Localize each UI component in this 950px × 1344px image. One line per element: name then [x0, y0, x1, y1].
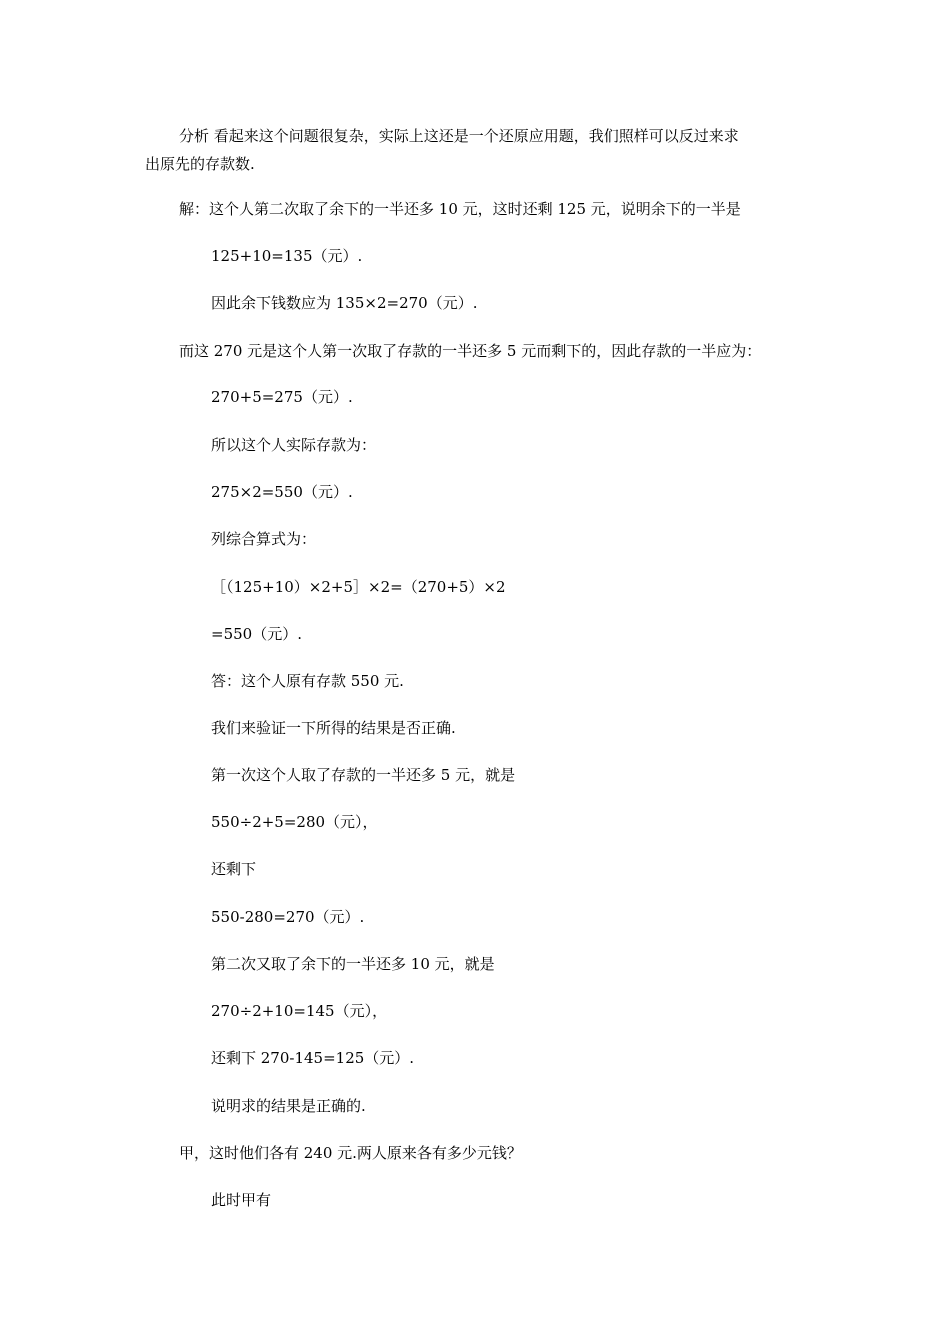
equation-line: =550（元）. [211, 625, 302, 643]
text-line: 所以这个人实际存款为： [211, 436, 377, 454]
text-line: 第一次这个人取了存款的一半还多 5 元，就是 [211, 766, 516, 784]
equation-line: 550÷2+5=280（元）， [211, 813, 378, 831]
problem-line: 甲，这时他们各有 240 元.两人原来各有多少元钱？ [179, 1144, 522, 1162]
equation-line: 还剩下 270-145=125（元）. [211, 1049, 415, 1067]
answer-line: 答：这个人原有存款 550 元. [211, 672, 404, 690]
text-line: 因此余下钱数应为 135×2=270（元）. [211, 294, 478, 312]
text-line: 我们来验证一下所得的结果是否正确. [211, 719, 456, 737]
text-line: 第二次又取了余下的一半还多 10 元，就是 [211, 955, 495, 973]
text-line: 还剩下 [211, 860, 257, 878]
equation-line: 270÷2+10=145（元）， [211, 1002, 388, 1020]
solution-line: 解：这个人第二次取了余下的一半还多 10 元，这时还剩 125 元，说明余下的一半是 [179, 200, 741, 218]
equation-line: 275×2=550（元）. [211, 483, 353, 501]
equation-line: 550-280=270（元）. [211, 908, 365, 926]
equation-line: ［（125+10）×2+5］×2=（270+5）×2 [211, 578, 506, 596]
text-line: 列综合算式为： [211, 530, 317, 548]
analysis-line-2: 出原先的存款数. [145, 155, 255, 173]
equation-line: 125+10=135（元）. [211, 247, 363, 265]
text-line: 而这 270 元是这个人第一次取了存款的一半还多 5 元而剩下的，因此存款的一半应为： [179, 342, 762, 360]
text-line: 此时甲有 [211, 1191, 272, 1209]
equation-line: 270+5=275（元）. [211, 388, 353, 406]
text-line: 说明求的结果是正确的. [211, 1097, 366, 1115]
analysis-line-1: 分析 看起来这个问题很复杂，实际上这还是一个还原应用题，我们照样可以反过来求 [179, 127, 739, 145]
